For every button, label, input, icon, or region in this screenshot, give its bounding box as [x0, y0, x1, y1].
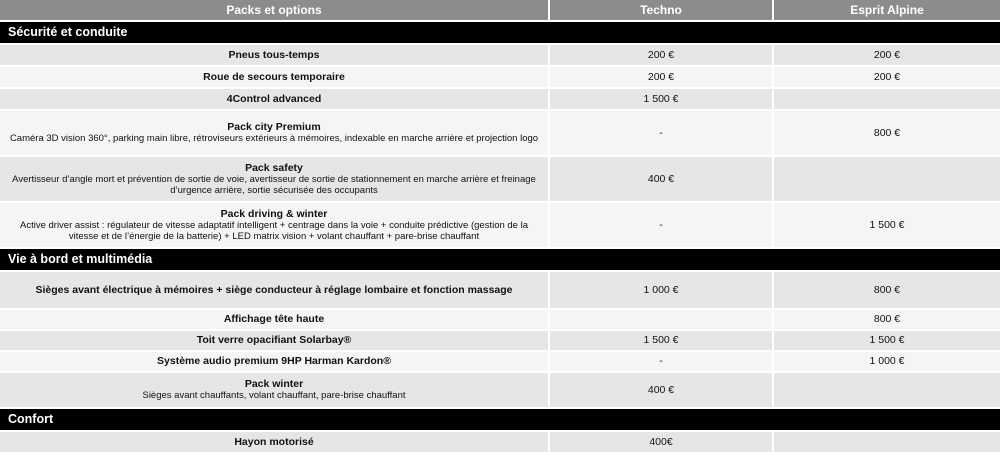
table-row: [0, 310, 1000, 331]
option-cell: [0, 310, 550, 331]
price-esprit: [774, 432, 1000, 454]
option-cell: [0, 352, 550, 373]
section-confort: [0, 409, 1000, 432]
price-techno: 1 500 €: [550, 331, 774, 352]
price-esprit: 1 500 €: [774, 203, 1000, 249]
option-title: Sièges avant électrique à mémoires + siège conducteur à réglage lombaire et fonction massage: [35, 283, 513, 296]
price-techno: -: [550, 352, 774, 373]
option-title: 4Control advanced: [226, 92, 322, 105]
table-row: [0, 203, 1000, 249]
table-row: [0, 67, 1000, 89]
price-techno: 200 €: [550, 45, 774, 67]
option-title: Pack winter: [244, 378, 304, 390]
header-esprit-alpine: Esprit Alpine: [774, 0, 1000, 22]
option-title: Hayon motorisé: [234, 435, 314, 448]
price-techno: 400€: [550, 432, 774, 454]
option-cell: [0, 373, 550, 409]
option-description: Avertisseur d’angle mort et prévention de sortie de voie, avertisseur de sortie de stationnement en marche arrière et freinage d’urgence arrière, sortie sécurisée des occupants: [12, 173, 536, 196]
section-title: Vie à bord et multimédia: [0, 249, 1000, 272]
option-description: Caméra 3D vision 360°, parking main libre, rétroviseurs extérieurs à mémoires, indexable en marche arrière et projection logo: [9, 133, 539, 144]
section-securite-conduite: [0, 22, 1000, 45]
option-cell: [0, 203, 550, 249]
option-title: Affichage tête haute: [223, 313, 325, 325]
price-techno: -: [550, 111, 774, 157]
table-row: [0, 352, 1000, 373]
option-cell: [0, 157, 550, 203]
price-esprit: 1 000 €: [774, 352, 1000, 373]
table-row: [0, 331, 1000, 352]
table-row: [0, 89, 1000, 111]
section-title: Confort: [0, 409, 1000, 432]
option-title: Roue de secours temporaire: [203, 70, 345, 83]
price-esprit: [774, 373, 1000, 409]
option-cell: [0, 272, 550, 310]
price-techno: 400 €: [550, 157, 774, 203]
price-techno: [550, 310, 774, 331]
price-techno: 200 €: [550, 67, 774, 89]
price-techno: 400 €: [550, 373, 774, 409]
option-title: Pneus tous-temps: [228, 48, 320, 61]
option-title: Toit verre opacifiant Solarbay®: [196, 334, 352, 346]
table-row: [0, 432, 1000, 454]
price-esprit: 800 €: [774, 111, 1000, 157]
option-cell: [0, 45, 550, 67]
table-row: [0, 157, 1000, 203]
table-header-row: [0, 0, 1000, 22]
table-row: [0, 111, 1000, 157]
option-description: Active driver assist : régulateur de vitesse adaptatif intelligent + centrage dans la voie + conduite prédictive (gestion de la vitesse et de l’énergie de la batterie) + LED matrix vision + volant chauffant + pare-brise chauffant: [19, 219, 528, 242]
option-title: Pack driving & winter: [220, 207, 328, 220]
price-techno: 1 500 €: [550, 89, 774, 111]
price-esprit: 800 €: [774, 272, 1000, 310]
option-title: Pack safety: [245, 161, 303, 174]
table-row: [0, 272, 1000, 310]
price-esprit: 200 €: [774, 45, 1000, 67]
option-cell: [0, 89, 550, 111]
price-esprit: 800 €: [774, 310, 1000, 331]
option-title: Système audio premium 9HP Harman Kardon®: [157, 355, 391, 367]
option-description: Sièges avant chauffants, volant chauffant, pare-brise chauffant: [142, 390, 406, 401]
option-cell: [0, 111, 550, 157]
option-title: Pack city Premium: [227, 121, 321, 133]
header-packs-options: Packs et options: [0, 0, 550, 22]
option-cell: [0, 67, 550, 89]
price-esprit: 200 €: [774, 67, 1000, 89]
option-cell: [0, 432, 550, 454]
section-title: Sécurité et conduite: [0, 22, 1000, 45]
table-row: [0, 373, 1000, 409]
price-esprit: [774, 89, 1000, 111]
price-esprit: [774, 157, 1000, 203]
price-esprit: 1 500 €: [774, 331, 1000, 352]
price-techno: 1 000 €: [550, 272, 774, 310]
price-techno: -: [550, 203, 774, 249]
section-vie-a-bord: [0, 249, 1000, 272]
table-row: [0, 45, 1000, 67]
header-techno: Techno: [550, 0, 774, 22]
option-cell: [0, 331, 550, 352]
